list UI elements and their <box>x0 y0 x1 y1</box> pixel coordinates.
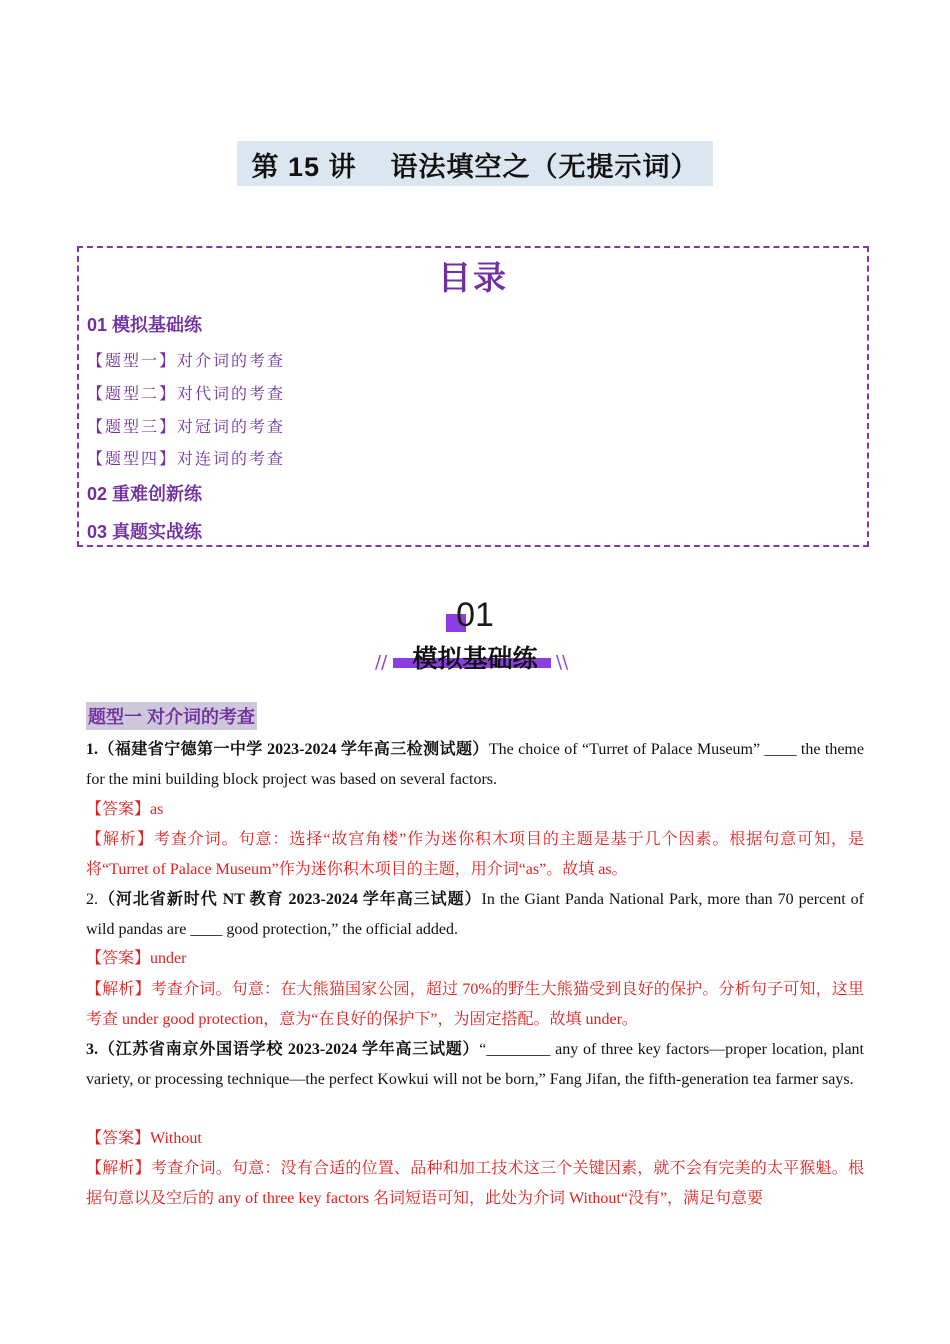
analysis-label: 【解析】 <box>86 981 151 998</box>
question-source: （江苏省南京外国语学校 2023-2024 学年高三试题） <box>98 1041 480 1058</box>
question-number: 3. <box>86 1041 98 1058</box>
toc-item-2[interactable]: 【题型二】对代词的考查 <box>87 384 286 403</box>
answer-1 <box>86 795 864 825</box>
question-stem: In the Giant Panda National Park, more than 70 percent of wild pandas are ____ good protection,” the official added. <box>86 891 864 938</box>
question-2 <box>86 885 864 945</box>
toc-item-4[interactable]: 【题型四】对连词的考查 <box>87 449 286 468</box>
table-of-contents <box>77 246 869 547</box>
analysis-text: 考查介词。句意：在大熊猫国家公园，超过 70%的野生大熊猫受到良好的保护。分析句子可知，这里考查 under good protection，意为“在良好的保护下”，为固定搭配。故填 under。 <box>86 981 864 1028</box>
answer-value: Without <box>150 1130 202 1147</box>
toc-heading: 目录 <box>438 259 508 296</box>
question-source: （河北省新时代 NT 教育 2023-2024 学年高三试题） <box>98 891 482 908</box>
slash-left-decoration: // <box>375 652 388 673</box>
analysis-label: 【解析】 <box>86 1160 151 1177</box>
answer-value: under <box>150 950 187 967</box>
answer-value: as <box>150 801 164 818</box>
answer-label: 【答案】 <box>86 950 151 967</box>
analysis-text: 考查介词。句意：没有合适的位置、品种和加工技术这三个关键因素，就不会有完美的太平猴魁。根据句意以及空后的 any of three key factors 名词短语可知，此处为介词 Without“没有”，满足句意要 <box>86 1160 864 1207</box>
page-title: 第 15 讲 语法填空之（无提示词） <box>237 141 712 186</box>
analysis-label: 【解析】 <box>86 831 154 848</box>
answer-label: 【答案】 <box>86 801 151 818</box>
toc-section-3[interactable]: 03 真题实战练 <box>87 522 203 542</box>
toc-item-3[interactable]: 【题型三】对冠词的考查 <box>87 417 286 436</box>
answer-3 <box>86 1124 864 1154</box>
analysis-3 <box>86 1154 864 1214</box>
answer-label: 【答案】 <box>86 1130 151 1147</box>
section-banner <box>0 596 950 676</box>
question-number: 1. <box>86 741 98 758</box>
question-1 <box>86 735 864 795</box>
type-heading: 题型一 对介词的考查 <box>86 702 257 730</box>
slash-right-decoration: \\ <box>556 652 569 673</box>
question-source: （福建省宁德第一中学 2023-2024 学年高三检测试题） <box>98 741 489 758</box>
toc-section-2[interactable]: 02 重难创新练 <box>87 484 203 504</box>
toc-section-1[interactable]: 01 模拟基础练 <box>87 315 203 335</box>
analysis-text: 考查介词。句意：选择“故宫角楼”作为迷你积木项目的主题是基于几个因素。根据句意可知，是将“Turret of Palace Museum”作为迷你积木项目的主题，用介词“as”。故填 as。 <box>86 831 864 878</box>
question-number: 2. <box>86 891 98 908</box>
question-stem: The choice of “Turret of Palace Museum” ____ the theme for the mini building block project was based on several factors. <box>86 741 864 788</box>
question-3 <box>86 1035 864 1095</box>
analysis-2 <box>86 975 864 1035</box>
page-title-wrap <box>0 141 950 186</box>
banner-number: 01 <box>456 596 494 634</box>
toc-item-1[interactable]: 【题型一】对介词的考查 <box>87 351 286 370</box>
question-stem: “________ any of three key factors—proper location, plant variety, or processing technique—the perfect Kowkui will not be born,” Fang Jifan, the fifth-generation tea farmer says. <box>86 1041 864 1088</box>
answer-2 <box>86 944 864 974</box>
analysis-1 <box>86 825 864 885</box>
banner-label: 模拟基础练 <box>412 645 538 673</box>
